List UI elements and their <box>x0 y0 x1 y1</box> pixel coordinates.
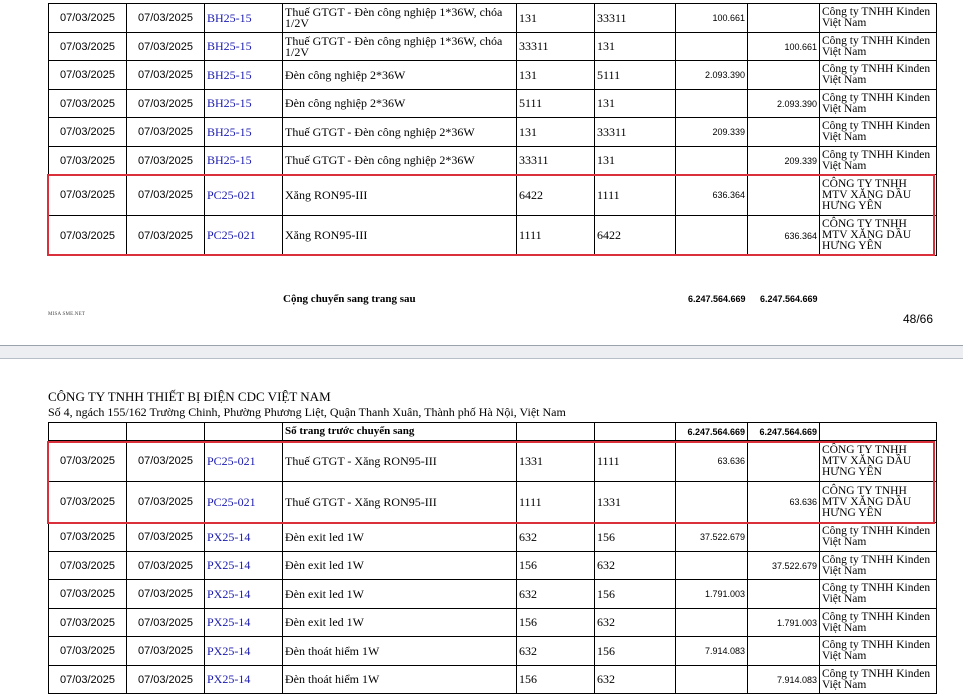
ledger-row <box>49 61 937 90</box>
debit-account: 156 <box>517 666 595 694</box>
debit-account: 33311 <box>517 33 595 61</box>
document-number[interactable]: BH25-15 <box>205 33 283 61</box>
carry-over-credit: 6.247.564.669 <box>748 423 820 441</box>
ledger-row <box>49 666 937 694</box>
credit-amount: 63.636 <box>748 482 820 523</box>
description: Thuế GTGT - Đèn công nghiệp 1*36W, chóa 1/2V <box>283 33 517 61</box>
company-address: Số 4, ngách 155/162 Trường Chinh, Phường Phương Liệt, Quận Thanh Xuân, Thành phố Hà Nội, Việt Nam <box>48 405 566 419</box>
ledger-row <box>49 637 937 666</box>
empty-cell <box>595 423 676 441</box>
document-date: 07/03/2025 <box>127 147 205 175</box>
credit-account: 5111 <box>595 61 676 90</box>
credit-account: 1111 <box>595 175 676 216</box>
debit-account: 632 <box>517 523 595 552</box>
document-date: 07/03/2025 <box>127 637 205 666</box>
debit-amount <box>676 552 748 580</box>
posting-date: 07/03/2025 <box>49 33 127 61</box>
description: Đèn công nghiệp 2*36W <box>283 90 517 118</box>
counterparty: Công ty TNHH Kinden Việt Nam <box>820 90 937 118</box>
document-date: 07/03/2025 <box>127 90 205 118</box>
carry-over-label: Số trang trước chuyển sang <box>283 423 517 441</box>
document-number[interactable]: PX25-14 <box>205 666 283 694</box>
description: Đèn thoát hiểm 1W <box>283 666 517 694</box>
counterparty: CÔNG TY TNHH MTV XĂNG DẦU HƯNG YÊN <box>820 482 937 523</box>
ledger-row <box>49 33 937 61</box>
document-date: 07/03/2025 <box>127 666 205 694</box>
description: Đèn công nghiệp 2*36W <box>283 61 517 90</box>
debit-account: 1111 <box>517 216 595 256</box>
counterparty: Công ty TNHH Kinden Việt Nam <box>820 4 937 33</box>
credit-account: 156 <box>595 523 676 552</box>
document-date: 07/03/2025 <box>127 523 205 552</box>
debit-amount <box>676 90 748 118</box>
debit-account: 131 <box>517 4 595 33</box>
posting-date: 07/03/2025 <box>49 441 127 482</box>
posting-date: 07/03/2025 <box>49 90 127 118</box>
document-number[interactable]: BH25-15 <box>205 118 283 147</box>
credit-amount: 37.522.679 <box>748 552 820 580</box>
document-date: 07/03/2025 <box>127 609 205 637</box>
document-number[interactable]: PC25-021 <box>205 175 283 216</box>
credit-amount: 1.791.003 <box>748 609 820 637</box>
document-date: 07/03/2025 <box>127 61 205 90</box>
ledger-table-page2 <box>48 422 937 694</box>
credit-amount <box>748 175 820 216</box>
credit-amount <box>748 523 820 552</box>
document-date: 07/03/2025 <box>127 4 205 33</box>
debit-amount <box>676 482 748 523</box>
counterparty: CÔNG TY TNHH MTV XĂNG DẦU HƯNG YÊN <box>820 175 937 216</box>
counterparty: Công ty TNHH Kinden Việt Nam <box>820 118 937 147</box>
description: Xăng RON95-III <box>283 175 517 216</box>
ledger-row <box>49 523 937 552</box>
credit-amount: 7.914.083 <box>748 666 820 694</box>
empty-cell <box>820 423 937 441</box>
counterparty: Công ty TNHH Kinden Việt Nam <box>820 666 937 694</box>
counterparty: Công ty TNHH Kinden Việt Nam <box>820 609 937 637</box>
description: Xăng RON95-III <box>283 216 517 256</box>
debit-account: 5111 <box>517 90 595 118</box>
counterparty: Công ty TNHH Kinden Việt Nam <box>820 147 937 175</box>
credit-account: 632 <box>595 609 676 637</box>
posting-date: 07/03/2025 <box>49 118 127 147</box>
credit-amount: 636.364 <box>748 216 820 256</box>
counterparty: Công ty TNHH Kinden Việt Nam <box>820 552 937 580</box>
debit-amount: 2.093.390 <box>676 61 748 90</box>
description: Thuế GTGT - Xăng RON95-III <box>283 482 517 523</box>
description: Đèn exit led 1W <box>283 580 517 609</box>
ledger-row <box>49 175 937 216</box>
debit-amount: 100.661 <box>676 4 748 33</box>
document-number[interactable]: PC25-021 <box>205 441 283 482</box>
company-name: CÔNG TY TNHH THIẾT BỊ ĐIỆN CDC VIỆT NAM <box>48 389 331 404</box>
credit-amount <box>748 4 820 33</box>
posting-date: 07/03/2025 <box>49 61 127 90</box>
description: Đèn thoát hiểm 1W <box>283 637 517 666</box>
ledger-body-page2 <box>49 423 937 694</box>
debit-account: 33311 <box>517 147 595 175</box>
posting-date: 07/03/2025 <box>49 147 127 175</box>
debit-account: 156 <box>517 552 595 580</box>
description: Thuế GTGT - Đèn công nghiệp 2*36W <box>283 147 517 175</box>
empty-cell <box>517 423 595 441</box>
document-date: 07/03/2025 <box>127 580 205 609</box>
posting-date: 07/03/2025 <box>49 666 127 694</box>
description: Đèn exit led 1W <box>283 552 517 580</box>
document-date: 07/03/2025 <box>127 175 205 216</box>
empty-cell <box>205 423 283 441</box>
document-number[interactable]: BH25-15 <box>205 4 283 33</box>
debit-account: 6422 <box>517 175 595 216</box>
credit-account: 33311 <box>595 118 676 147</box>
document-number[interactable]: PX25-14 <box>205 580 283 609</box>
credit-amount <box>748 637 820 666</box>
debit-account: 1111 <box>517 482 595 523</box>
document-number[interactable]: BH25-15 <box>205 90 283 118</box>
debit-amount: 63.636 <box>676 441 748 482</box>
posting-date: 07/03/2025 <box>49 580 127 609</box>
description: Thuế GTGT - Đèn công nghiệp 2*36W <box>283 118 517 147</box>
document-number[interactable]: PX25-14 <box>205 637 283 666</box>
debit-amount: 37.522.679 <box>676 523 748 552</box>
software-watermark: MISA SME.NET <box>48 312 86 317</box>
document-number[interactable]: PC25-021 <box>205 216 283 256</box>
posting-date: 07/03/2025 <box>49 552 127 580</box>
credit-amount: 209.339 <box>748 147 820 175</box>
debit-amount <box>676 147 748 175</box>
carry-forward-label: Cộng chuyển sang trang sau <box>283 293 416 305</box>
ledger-row <box>49 580 937 609</box>
credit-amount <box>748 441 820 482</box>
document-number[interactable]: BH25-15 <box>205 147 283 175</box>
description: Thuế GTGT - Xăng RON95-III <box>283 441 517 482</box>
credit-amount: 2.093.390 <box>748 90 820 118</box>
page-number: 48/66 <box>902 312 933 326</box>
credit-account: 1111 <box>595 441 676 482</box>
document-number[interactable]: PX25-14 <box>205 523 283 552</box>
document-number[interactable]: PX25-14 <box>205 609 283 637</box>
credit-account: 6422 <box>595 216 676 256</box>
description: Thuế GTGT - Đèn công nghiệp 1*36W, chóa 1/2V <box>283 4 517 33</box>
carry-over-debit: 6.247.564.669 <box>676 423 748 441</box>
debit-amount <box>676 216 748 256</box>
ledger-row <box>49 441 937 482</box>
debit-account: 632 <box>517 637 595 666</box>
credit-account: 632 <box>595 552 676 580</box>
credit-account: 131 <box>595 147 676 175</box>
carry-forward-debit: 6.247.564.669 <box>688 294 746 304</box>
document-number[interactable]: BH25-15 <box>205 61 283 90</box>
counterparty: Công ty TNHH Kinden Việt Nam <box>820 523 937 552</box>
debit-amount: 7.914.083 <box>676 637 748 666</box>
ledger-table-page1 <box>48 3 937 256</box>
debit-amount <box>676 609 748 637</box>
counterparty: CÔNG TY TNHH MTV XĂNG DẦU HƯNG YÊN <box>820 441 937 482</box>
carry-forward-credit: 6.247.564.669 <box>760 294 818 304</box>
document-date: 07/03/2025 <box>127 552 205 580</box>
document-date: 07/03/2025 <box>127 216 205 256</box>
ledger-row <box>49 552 937 580</box>
document-number[interactable]: PC25-021 <box>205 482 283 523</box>
ledger-row <box>49 609 937 637</box>
debit-amount <box>676 33 748 61</box>
posting-date: 07/03/2025 <box>49 175 127 216</box>
counterparty: CÔNG TY TNHH MTV XĂNG DẦU HƯNG YÊN <box>820 216 937 256</box>
debit-account: 156 <box>517 609 595 637</box>
credit-amount <box>748 580 820 609</box>
posting-date: 07/03/2025 <box>49 609 127 637</box>
ledger-row <box>49 90 937 118</box>
empty-cell <box>49 423 127 441</box>
document-number[interactable]: PX25-14 <box>205 552 283 580</box>
document-date: 07/03/2025 <box>127 118 205 147</box>
credit-amount <box>748 61 820 90</box>
debit-account: 131 <box>517 118 595 147</box>
posting-date: 07/03/2025 <box>49 4 127 33</box>
empty-cell <box>127 423 205 441</box>
carry-over-row <box>49 423 937 441</box>
ledger-body-page1 <box>49 4 937 256</box>
debit-amount: 636.364 <box>676 175 748 216</box>
debit-account: 131 <box>517 61 595 90</box>
debit-amount <box>676 666 748 694</box>
credit-account: 131 <box>595 33 676 61</box>
credit-account: 632 <box>595 666 676 694</box>
credit-amount <box>748 118 820 147</box>
posting-date: 07/03/2025 <box>49 216 127 256</box>
credit-account: 33311 <box>595 4 676 33</box>
credit-account: 131 <box>595 90 676 118</box>
document-date: 07/03/2025 <box>127 482 205 523</box>
ledger-row <box>49 118 937 147</box>
page-separator <box>0 345 963 359</box>
debit-account: 1331 <box>517 441 595 482</box>
counterparty: Công ty TNHH Kinden Việt Nam <box>820 637 937 666</box>
counterparty: Công ty TNHH Kinden Việt Nam <box>820 33 937 61</box>
posting-date: 07/03/2025 <box>49 482 127 523</box>
credit-amount: 100.661 <box>748 33 820 61</box>
document-date: 07/03/2025 <box>127 33 205 61</box>
credit-account: 156 <box>595 580 676 609</box>
counterparty: Công ty TNHH Kinden Việt Nam <box>820 61 937 90</box>
credit-account: 1331 <box>595 482 676 523</box>
document-date: 07/03/2025 <box>127 441 205 482</box>
description: Đèn exit led 1W <box>283 523 517 552</box>
ledger-row <box>49 482 937 523</box>
ledger-row <box>49 4 937 33</box>
description: Đèn exit led 1W <box>283 609 517 637</box>
debit-amount: 209.339 <box>676 118 748 147</box>
ledger-row <box>49 216 937 256</box>
credit-account: 156 <box>595 637 676 666</box>
ledger-row <box>49 147 937 175</box>
posting-date: 07/03/2025 <box>49 637 127 666</box>
debit-amount: 1.791.003 <box>676 580 748 609</box>
counterparty: Công ty TNHH Kinden Việt Nam <box>820 580 937 609</box>
posting-date: 07/03/2025 <box>49 523 127 552</box>
debit-account: 632 <box>517 580 595 609</box>
